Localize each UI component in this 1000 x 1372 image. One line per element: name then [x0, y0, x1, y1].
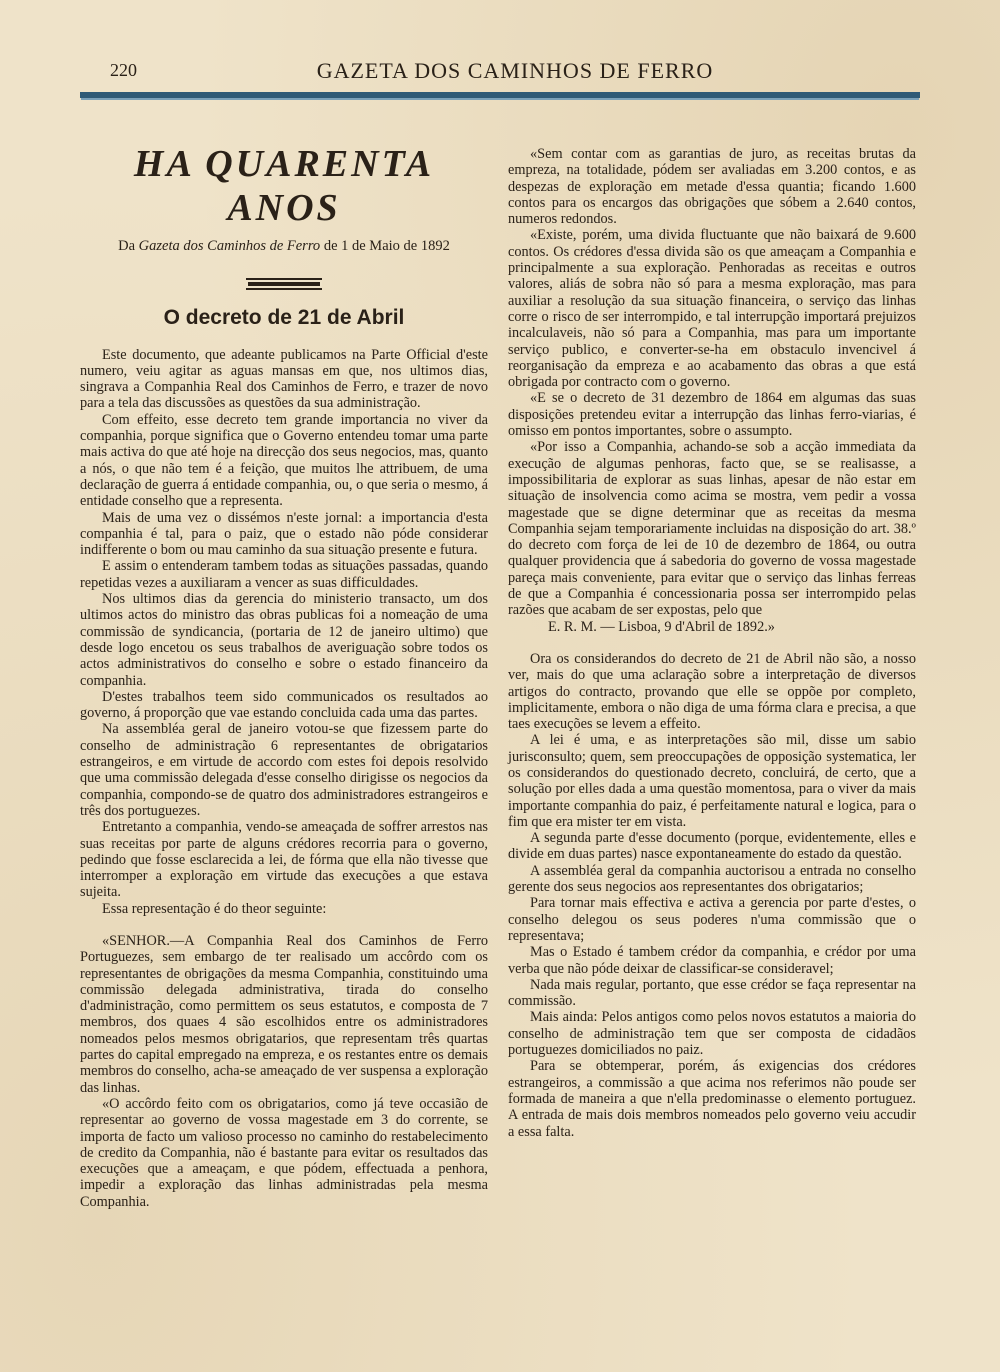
paragraph: Mais ainda: Pelos antigos como pelos novos estatutos a maioria do conselho de administração tem que ser composta de cidadãos portuguezes domiciliados no paiz.: [508, 1009, 916, 1059]
spacer: [508, 635, 916, 651]
paragraph: Para se obtemperar, porém, ás exigencias dos crédores estrangeiros, a commissão a que acima nos referimos não poude ser formada de maneira a que n'ella predominasse o elemento portuguez. A entrada de mais dois membros nomeados pelo governo veiu accudir a essa falta.: [508, 1058, 916, 1140]
paragraph: Na assembléa geral de janeiro votou-se que fizessem parte do conselho de administração 6 representantes de obrigatarios estrangeiros, e em virtude de accordo com estes foi depois resolvido que uma commissão delegada d'esse conselho dirigisse os negocios da companhia, compondo-se de quatro dos administradores estrangeiros e três dos portuguezes.: [80, 721, 488, 819]
paragraph: Com effeito, esse decreto tem grande importancia no viver da companhia, porque significa que o Governo entendeu tomar uma parte mais activa do que até hoje na direcção dos seus negocios, mas, quanto a nós, o que não tem é a feição, que muitos lhe attribuem, de uma declaração de guerra á entidade companhia, ou, o que seria o mesmo, á entidade conselho que a representa.: [80, 411, 488, 510]
paragraph: «Por isso a Companhia, achando-se sob a acção immediata da execução de algumas penhoras, facto que, se se realisasse, a impossibilitaria de explorar as suas linhas, apesar de não estar em situação de insolvencia como acima se mostra, vem pedir a vossa magestade que se digne determinar que as receitas da mesma Companhia sejam temporariamente incluidas na disposição do art. 38.º do decreto com força de lei de 10 de dezembro de 1864, ou outra qualquer providencia que á sabedoria do governo de vossa magestade pareça mais conveniente, para evitar que o serviço das linhas ferreas de que a Companhia é concessionaria possa ser interrompido pelas razões que acabam de ser expostas, pelo que: [508, 439, 916, 619]
page-header: [110, 58, 920, 86]
paragraph: Mas o Estado é tambem crédor da companhia, e crédor por uma verba que não póde deixar de classificar-se consideravel;: [508, 944, 916, 977]
paragraph: Este documento, que adeante publicamos na Parte Official d'este numero, veiu agitar as aguas mansas em que, nos ultimos dias, singrava a Companhia Real dos Caminhos de Ferro, e trazer de novo para a tela das discussões as questões da sua administração.: [80, 346, 488, 412]
right-column: [508, 146, 916, 1140]
paragraph: «Sem contar com as garantias de juro, as receitas brutas da empreza, na totalidade, pódem ser avaliadas em 3.200 contos, e as despezas de exploração em metade d'essa quantia; ficando 1.600 contos para os encargos das obrigações que sóbem a 2.640 contos, numeros redondos.: [508, 146, 916, 228]
ornament-divider: [246, 278, 322, 290]
paragraph: A assembléa geral da companhia auctorisou a entrada no conselho gerente dos seus negocios aos representantes dos obrigatarios;: [508, 862, 916, 896]
paragraph: Mais de uma vez o dissémos n'este jornal: a importancia d'esta companhia é tal, para o paiz, que o estado não póde considerar indifferente o bom ou mau caminho da sua situação presente e futura.: [80, 509, 488, 559]
left-column: [80, 140, 488, 1210]
paragraph: D'estes trabalhos teem sido communicados os resultados ao governo, á proporção que vae estando concluida cada uma das partes.: [80, 688, 488, 722]
paragraph: «SENHOR.—A Companhia Real dos Caminhos de Ferro Portuguezes, sem embargo de ter realisado um accôrdo com os representantes de obrigações da mesma Companhia, constituindo uma commissão delegada administrativa, tirada do conselho d'administração, como permittem os seus estatutos, e composta de 7 membros, dos quaes 4 são escolhidos entre os administradores nomeados pelos mesmos obrigatarios, que representam três quartas partes do capital empregado na empreza, e os restantes entre os demais membros do conselho, acha-se ameaçado de ver suspensa a exploração das linhas.: [80, 932, 488, 1096]
signature-line: E. R. M. — Lisboa, 9 d'Abril de 1892.»: [548, 618, 775, 635]
paragraph: Para tornar mais effectiva e activa a gerencia por parte d'estes, o conselho delegou os seus poderes n'uma commissão que o representava;: [508, 895, 916, 944]
paragraph: «O accôrdo feito com os obrigatarios, como já teve occasião de representar ao governo de vossa magestade em 3 do corrente, se importa de facto um valioso processo no caminho do restabelecimento de credito da Companhia, não é bastante para evitar os resultados das execuções que a ameaçam, e que pódem, effectuada a penhora, impedir a exploração das linhas administradas pela mesma Companhia.: [80, 1095, 488, 1210]
paragraph: Essa representação é do theor seguinte:: [102, 900, 327, 917]
section-title: HA QUARENTA ANOS: [133, 143, 435, 229]
journal-title: GAZETA DOS CAMINHOS DE FERRO: [316, 58, 714, 83]
source-line: [80, 238, 488, 254]
paragraph: Nada mais regular, portanto, que esse crédor se faça representar na commissão.: [508, 976, 916, 1010]
paragraph: «E se o decreto de 31 dezembro de 1864 em algumas das suas disposições pretendeu evitar a interrupção das linhas ferro-viarias, é omisso em pontos importantes, sobre o assumpto.: [508, 390, 916, 440]
source-publication: Gazeta dos Caminhos de Ferro: [138, 238, 321, 254]
paragraph: A segunda parte d'esse documento (porque, evidentemente, elles e divide em duas partes) nasce expontaneamente do estado da questão.: [508, 830, 916, 863]
paragraph: E assim o entenderam tambem todas as situações passadas, quando repetidas vezes a auxiliaram a vencer as suas difficuldades.: [80, 558, 488, 591]
header-rule: [80, 92, 920, 98]
article-title: O decreto de 21 de Abril: [163, 306, 405, 330]
source-prefix: Da: [118, 238, 136, 254]
paragraph: Nos ultimos dias da gerencia do ministerio transacto, um dos ultimos actos do ministro das obras publicas foi a nomeação de uma commissão de syndicancia, (portaria de 12 de janeiro ultimo) que desde logo encetou os seus trabalhos de averiguação sobre todos os actos administrativos do conselho e sobre o estado financeiro da companhia.: [80, 591, 488, 689]
paragraph: Ora os considerandos do decreto de 21 de Abril não são, a nosso ver, mais do que uma aclaração sobre a interpretação de diversos artigos do contracto, provando que elle se oppõe por completo, implicitamente, embora o não diga de uma fórma clara e precisa, a que taes execuções se levem a effeito.: [508, 650, 916, 733]
spacer: [80, 917, 488, 933]
page-number: 220: [110, 60, 137, 80]
paragraph: A lei é uma, e as interpretações são mil, disse um sabio jurisconsulto; quem, sem preoccupações de opposição systematica, ler os considerandos do questionado decreto, concluirá, de certo, que a solução por elles dada a uma questão momentosa, para o viver da mais importante companhia do paiz, é perfeitamente natural e logica, para o fim que era mister ter em vista.: [508, 732, 916, 830]
paragraph: Entretanto a companhia, vendo-se ameaçada de soffrer arrestos nas suas receitas por parte de alguns crédores recorria para o governo, pedindo que fosse esclarecida a lei, de fórma que ella não tivesse que interromper a exploração em virtude das execuções a que estava sujeita.: [80, 819, 488, 901]
source-date: de 1 de Maio de 1892: [323, 238, 450, 254]
paragraph: «Existe, porém, uma divida fluctuante que não baixará de 9.600 contos. Os crédores d'essa divida são os que ameaçam a Companhia e principalmente a sua exploração. Penhoradas as receitas e outros valores, aliás de sobra não só para a mesma exploração, mas para auxiliar a resolução da sua situação financeira, o serviço das linhas corre o risco de ser interrompido, e tal interrupção importará prejuizos incalculaveis, não só para a Companhia, mas para um importante serviço publico, e converter-se-ha em obstaculo invencivel á reorganisação da empreza e ao acabamento das obras a que está obrigada por contracto com o governo.: [508, 227, 916, 391]
